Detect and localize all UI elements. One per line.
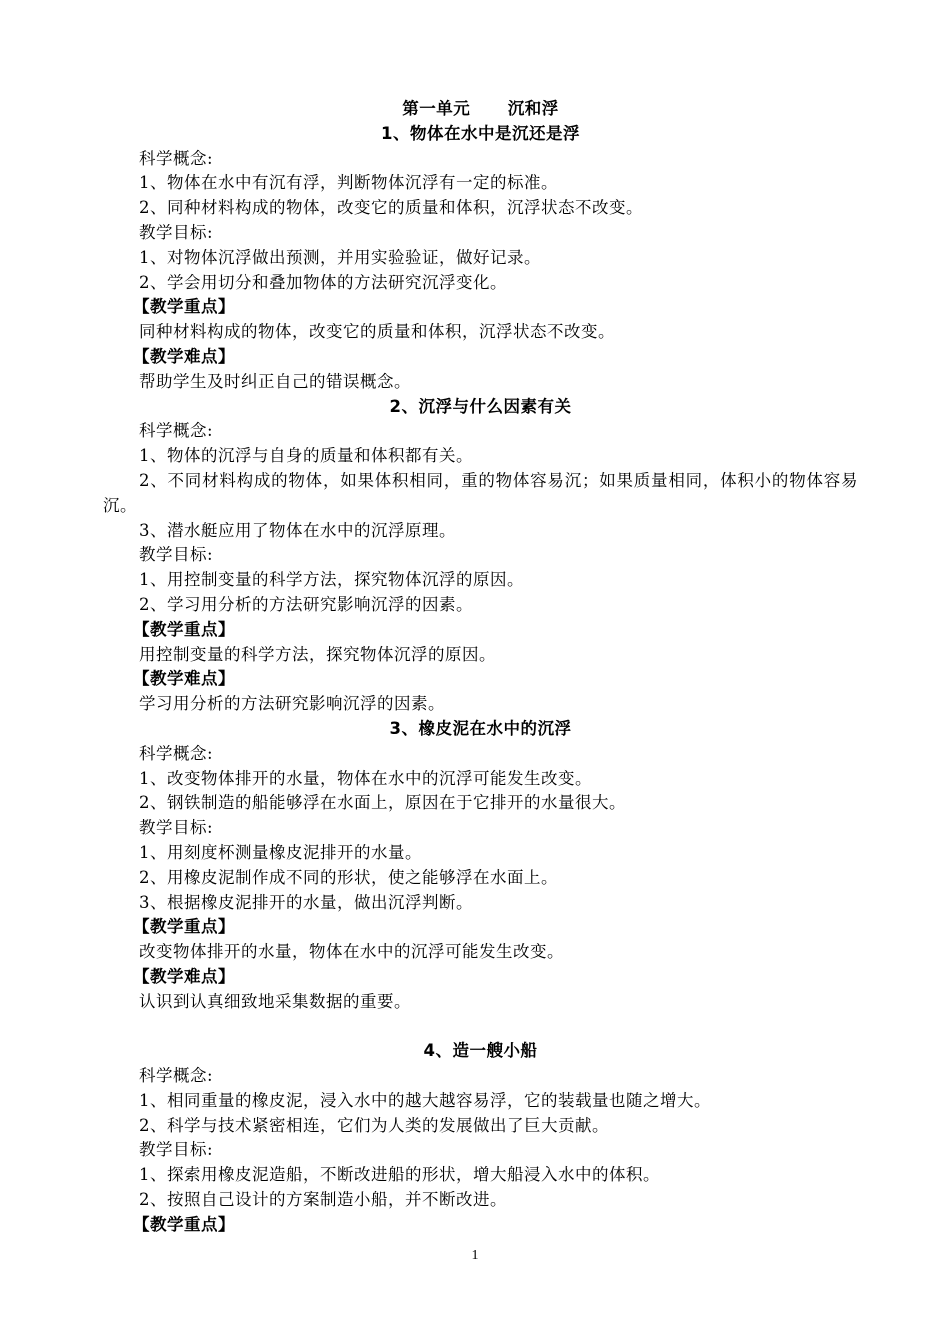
key-point-text: 用控制变量的科学方法，探究物体沉浮的原因。 (139, 644, 496, 664)
concept-item: 2、钢铁制造的船能够浮在水面上，原因在于它排开的水量很大。 (139, 793, 626, 813)
goal-item: 2、学会用切分和叠加物体的方法研究沉浮变化。 (139, 272, 507, 292)
goal-item: 1、对物体沉浮做出预测，并用实验验证，做好记录。 (139, 247, 541, 267)
difficulty-text: 帮助学生及时纠正自己的错误概念。 (139, 371, 411, 391)
difficulty-label: 【教学难点】 (133, 669, 235, 689)
concept-item: 1、相同重量的橡皮泥，浸入水中的越大越容易浮，它的装载量也随之增大。 (139, 1090, 711, 1110)
concept-item: 2、不同材料构成的物体，如果体积相同，重的物体容易沉；如果质量相同，体积小的物体容易沉。 (103, 470, 858, 515)
section-title: 3、橡皮泥在水中的沉浮 (389, 718, 572, 738)
key-point-text: 同种材料构成的物体，改变它的质量和体积，沉浮状态不改变。 (139, 322, 615, 342)
concept-item: 3、潜水艇应用了物体在水中的沉浮原理。 (139, 520, 456, 540)
key-point-label: 【教学重点】 (133, 1214, 235, 1234)
concept-item: 1、物体的沉浮与自身的质量和体积都有关。 (139, 446, 473, 466)
concept-label: 科学概念: (139, 148, 214, 168)
difficulty-text: 认识到认真细致地采集数据的重要。 (139, 991, 411, 1011)
goal-item: 2、用橡皮泥制作成不同的形状，使之能够浮在水面上。 (139, 867, 558, 887)
difficulty-text: 学习用分析的方法研究影响沉浮的因素。 (139, 694, 445, 714)
goals-label: 教学目标: (139, 1140, 214, 1160)
goals-label: 教学目标: (139, 222, 214, 242)
document-body (103, 97, 858, 1238)
section-title: 2、沉浮与什么因素有关 (389, 396, 572, 416)
goal-item: 2、学习用分析的方法研究影响沉浮的因素。 (139, 594, 473, 614)
unit-title: 第一单元 沉和浮 (402, 99, 559, 118)
difficulty-label: 【教学难点】 (133, 966, 235, 986)
key-point-label: 【教学重点】 (133, 297, 235, 317)
concept-item: 2、同种材料构成的物体，改变它的质量和体积，沉浮状态不改变。 (139, 198, 643, 218)
concept-item: 2、科学与技术紧密相连，它们为人类的发展做出了巨大贡献。 (139, 1115, 609, 1135)
concept-item: 1、改变物体排开的水量，物体在水中的沉浮可能发生改变。 (139, 768, 592, 788)
goal-item: 1、用控制变量的科学方法，探究物体沉浮的原因。 (139, 570, 524, 590)
blank-line (103, 1014, 858, 1039)
goal-item: 1、用刻度杯测量橡皮泥排开的水量。 (139, 842, 422, 862)
concept-item: 1、物体在水中有沉有浮，判断物体沉浮有一定的标准。 (139, 173, 558, 193)
goals-label: 教学目标: (139, 545, 214, 565)
concept-label: 科学概念: (139, 743, 214, 763)
key-point-text: 改变物体排开的水量，物体在水中的沉浮可能发生改变。 (139, 942, 564, 962)
goal-item: 3、根据橡皮泥排开的水量，做出沉浮判断。 (139, 892, 473, 912)
key-point-label: 【教学重点】 (133, 619, 235, 639)
goal-item: 1、探索用橡皮泥造船，不断改进船的形状，增大船浸入水中的体积。 (139, 1165, 660, 1185)
goals-label: 教学目标: (139, 818, 214, 838)
section-title: 4、造一艘小船 (423, 1041, 538, 1061)
goal-item: 2、按照自己设计的方案制造小船，并不断改进。 (139, 1190, 507, 1210)
page-number: 1 (471, 1248, 479, 1263)
key-point-label: 【教学重点】 (133, 917, 235, 937)
section-title: 1、物体在水中是沉还是浮 (381, 123, 580, 143)
concept-label: 科学概念: (139, 1066, 214, 1086)
concept-label: 科学概念: (139, 421, 214, 441)
difficulty-label: 【教学难点】 (133, 346, 235, 366)
